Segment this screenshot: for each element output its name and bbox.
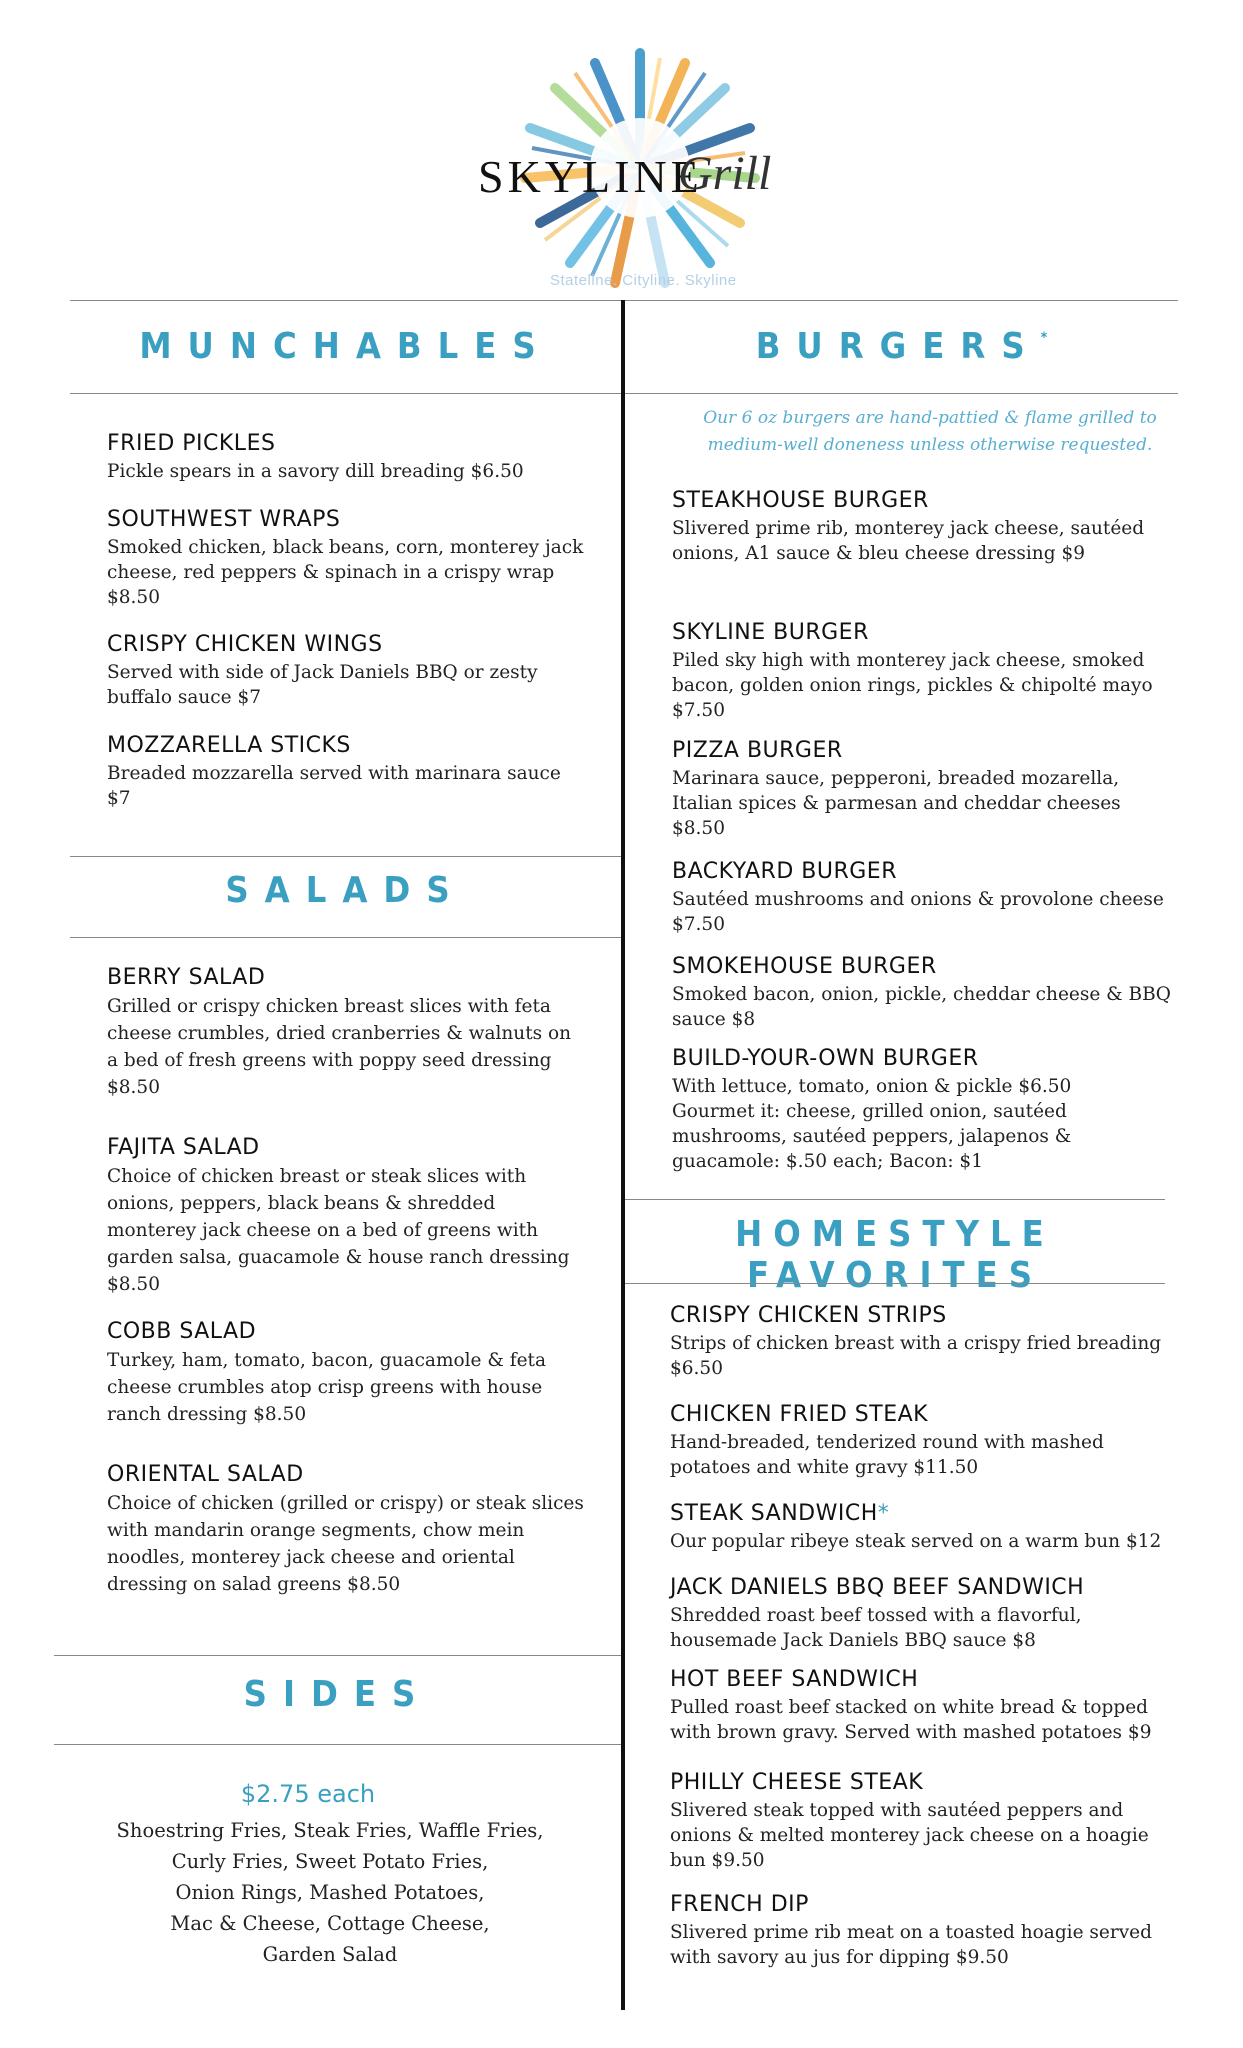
item-name [670,1500,1190,1527]
item-name: BACKYARD BURGER [672,859,897,884]
menu-item [107,732,587,811]
menu-item [670,1401,1180,1480]
item-description: Turkey, ham, tomato, bacon, guacamole & feta cheese crumbles atop crisp greens with house ranch dressing $8.50 [107,1350,546,1425]
menu-item [672,737,1172,841]
item-name: HOT BEEF SANDWICH [670,1667,919,1692]
item-name: ORIENTAL SALAD [107,1462,304,1487]
menu-item [107,964,587,1101]
homestyle-rule [625,1283,1165,1284]
item-name: FRENCH DIP [670,1892,809,1917]
item-name: PHILLY CHEESE STEAK [670,1770,924,1795]
menu-item [107,430,587,484]
item-description: Grilled or crispy chicken breast slices with feta cheese crumbles, dried cranberries & walnuts on a bed of fresh greens with poppy seed dressing $8.50 [107,996,572,1098]
salads-top-rule [70,856,621,857]
menu-item [672,619,1172,723]
burgers-rule [625,393,1178,394]
menu-item [107,631,587,710]
item-description: Choice of chicken breast or steak slices with onions, peppers, black beans & shredded monterey jack cheese on a bed of greens with garden salsa, guacamole & house ranch dressing $8.50 [107,1166,570,1295]
burgers-title-text: BURGERS [755,326,1041,367]
item-name: BERRY SALAD [107,965,266,990]
column-divider [621,300,625,2010]
item-description: Choice of chicken (grilled or crispy) or steak slices with mandarin orange segments, chow mein noodles, monterey jack cheese and oriental dressing on salad greens $8.50 [107,1493,584,1595]
item-description: Strips of chicken breast with a crispy fried breading $6.50 [670,1333,1162,1379]
sides-line: Garden Salad [262,1943,398,1966]
item-description: Slivered steak topped with sautéed peppers and onions & melted monterey jack cheese on a hoagie bun $9.50 [670,1800,1149,1871]
menu-item [672,953,1172,1032]
menu-item [670,1302,1180,1381]
item-name: JACK DANIELS BBQ BEEF SANDWICH [670,1575,1085,1600]
sides-title: SIDES [243,1674,432,1715]
menu-item [672,1045,1172,1174]
item-description: With lettuce, tomato, onion & pickle $6.50 [672,1076,1072,1097]
menu-item [670,1769,1180,1873]
item-description: Pickle spears in a savory dill breading $6.50 [107,461,524,482]
item-description: Slivered prime rib meat on a toasted hoagie served with savory au jus for dipping $9.50 [670,1922,1152,1968]
item-name: BUILD-YOUR-OWN BURGER [672,1046,979,1071]
item-name: STEAKHOUSE BURGER [672,488,929,513]
menu-item [107,1461,587,1598]
item-name: CRISPY CHICKEN STRIPS [670,1303,947,1328]
item-description: Sautéed mushrooms and onions & provolone cheese $7.50 [672,889,1164,935]
burgers-note-line: medium-well doneness unless otherwise requested. [707,435,1153,455]
sides-line: Curly Fries, Sweet Potato Fries, [171,1850,489,1873]
item-description: Breaded mozzarella served with marinara sauce $7 [107,763,561,809]
menu-item [670,1500,1190,1554]
asterisk-mark: * [877,1501,890,1526]
brand-name: SKYLINE [478,151,703,202]
sides-line: Mac & Cheese, Cottage Cheese, [170,1912,490,1935]
item-name: FRIED PICKLES [107,431,276,456]
item-description: Served with side of Jack Daniels BBQ or zesty buffalo sauce $7 [107,662,538,708]
sides-price: $2.75 each [240,1780,376,1808]
sides-rule [54,1744,621,1745]
item-description: Pulled roast beef stacked on white bread & topped with brown gravy. Served with mashed potatoes $9 [670,1697,1152,1743]
item-description: Slivered prime rib, monterey jack cheese, sautéed onions, A1 sauce & bleu cheese dressing $9 [672,518,1145,564]
item-description: Hand-breaded, tenderized round with mashed potatoes and white gravy $11.50 [670,1432,1104,1478]
item-description: Shredded roast beef tossed with a flavorful, housemade Jack Daniels BBQ sauce $8 [670,1605,1082,1651]
sides-top-rule [54,1655,621,1656]
item-description: Smoked bacon, onion, pickle, cheddar cheese & BBQ sauce $8 [672,984,1171,1030]
menu-item [670,1891,1180,1970]
menu-item [107,1318,587,1428]
menu-item [670,1574,1180,1653]
item-name: SOUTHWEST WRAPS [107,507,341,532]
item-name: PIZZA BURGER [672,738,843,763]
menu-item [107,1134,587,1298]
sides-line: Onion Rings, Mashed Potatoes, [175,1881,485,1904]
munchables-title: MUNCHABLES [139,326,552,367]
burgers-note [660,405,1200,459]
item-name: SMOKEHOUSE BURGER [672,954,937,979]
sides-line: Shoestring Fries, Steak Fries, Waffle Fries, [116,1819,544,1842]
item-name: CHICKEN FRIED STEAK [670,1402,929,1427]
salads-title: SALADS [225,870,466,911]
item-name: CRISPY CHICKEN WINGS [107,632,383,657]
item-name: SKYLINE BURGER [672,620,869,645]
sides-list [90,1815,570,1970]
burgers-title-mark: * [1040,330,1048,346]
item-name: COBB SALAD [107,1319,257,1344]
item-description: Smoked chicken, black beans, corn, monterey jack cheese, red peppers & spinach in a crispy wrap $8.50 [107,537,584,608]
homestyle-top-rule [625,1199,1165,1200]
burgers-title [625,326,1178,367]
item-name: FAJITA SALAD [107,1135,260,1160]
munchables-rule [70,393,621,394]
item-description: Marinara sauce, pepperoni, breaded mozarella, Italian spices & parmesan and cheddar cheeses $8.50 [672,768,1121,839]
homestyle-title: HOMESTYLE FAVORITES [735,1214,1055,1296]
menu-item [107,506,587,610]
menu-item [670,1666,1185,1745]
item-description: Piled sky high with monterey jack cheese, smoked bacon, golden onion rings, pickles & chipolté mayo $7.50 [672,650,1153,721]
item-name-text: STEAK SANDWICH [670,1501,878,1526]
brand-tagline: Stateline. Cityline. Skyline [550,272,737,289]
menu-item [672,858,1172,937]
item-description: Our popular ribeye steak served on a warm bun $12 [670,1531,1162,1552]
item-description-extra: Gourmet it: cheese, grilled onion, sautéed mushrooms, sautéed peppers, jalapenos & guacamole: $.50 each; Bacon: $1 [672,1101,1072,1172]
brand-script: Grill [678,147,772,200]
menu-item [672,487,1172,566]
item-name: MOZZARELLA STICKS [107,733,351,758]
salads-rule [70,937,621,938]
burgers-note-line: Our 6 oz burgers are hand-pattied & flame grilled to [703,408,1157,428]
